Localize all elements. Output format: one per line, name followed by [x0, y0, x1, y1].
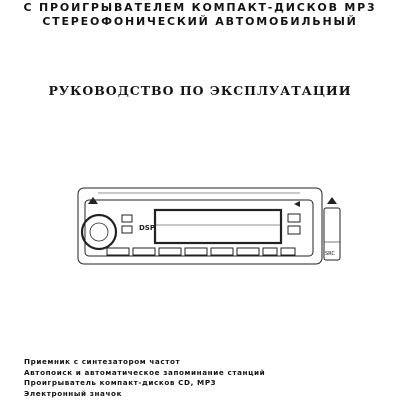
- preset-button: [185, 248, 207, 255]
- feature-item: Автопоиск и автоматическое запоминание станций: [24, 367, 266, 377]
- preset-button: [281, 248, 295, 255]
- header: [0, 1, 400, 29]
- header-line-2: СТЕРЕОФОНИЧЕСКИЙ АВТОМОБИЛЬНЫЙ: [42, 15, 358, 28]
- side-module-label: SRC: [325, 251, 335, 257]
- arrow-icon: [294, 201, 300, 207]
- volume-knob: [82, 215, 116, 249]
- header-line-1: С ПРОИГРЫВАТЕЛЕМ КОМПАКТ-ДИСКОВ MP3: [23, 1, 377, 14]
- left-panel-button: [122, 226, 132, 233]
- car-radio-illustration: [62, 182, 342, 272]
- preset-button: [133, 248, 155, 255]
- page-title: РУКОВОДСТВО ПО ЭКСПЛУАТАЦИИ: [48, 83, 352, 98]
- display-window: [155, 210, 281, 243]
- feature-item: Проигрыватель компакт-дисков CD, MP3: [24, 378, 217, 387]
- preset-button: [263, 248, 277, 255]
- left-panel-button: [122, 215, 132, 222]
- preset-button: [159, 248, 181, 255]
- preset-button: [211, 248, 233, 255]
- preset-button: [107, 248, 129, 255]
- right-panel-button: [288, 214, 300, 222]
- panel-label: DSP: [139, 224, 155, 232]
- feature-item: Электронный значок: [24, 388, 123, 398]
- eject-icon: [327, 197, 337, 204]
- feature-item: Приемник с синтезатором частот: [24, 357, 181, 366]
- right-panel-button: [288, 226, 300, 234]
- preset-button: [237, 248, 259, 255]
- feature-list: [24, 357, 265, 399]
